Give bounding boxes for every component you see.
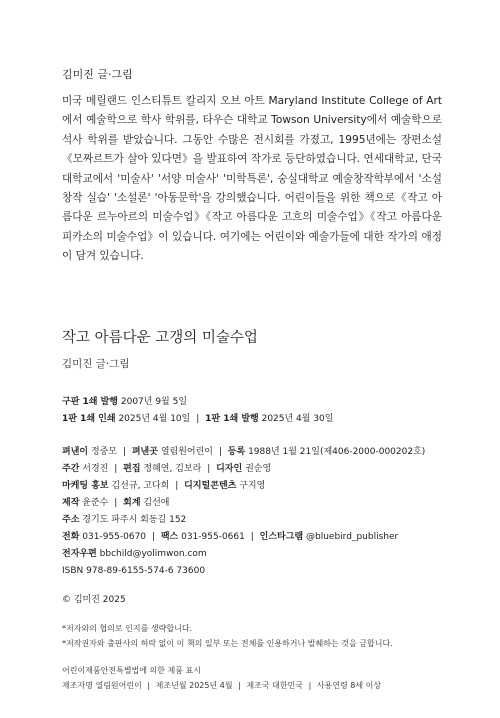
old-edition-line: 구판 1쇄 발행 2007년 9월 5일 (62, 397, 188, 407)
book-title: 작고 아름다운 고갱의 미술수업 (62, 330, 258, 346)
colophon (62, 326, 462, 693)
note-2: *저작권자와 출판사의 허락 없이 이 책의 일부 또는 전체를 인용하거나 발췌하는 것을 금합니다. (62, 639, 393, 648)
safety-title: 어린이제품안전특별법에 의한 제품 표시 (62, 666, 202, 675)
bio-paragraph: 미국 메릴랜드 인스티튜트 칼리지 오브 아트 Maryland Institute College of Art에서 예술학으로 학사 학위를, 타우슨 대학교 Towson University에서 예술학으로 석사 학위를 받았습니다. 그동안 수많은 전시회를 가졌고, 1995년에는 장편소설《모짜르트가 살아 있다면》을 발표하여 작가로 등단하였습니다. 연세대학교, 단국대학교에서 '미술사' '서양 미술사' '미학특론', 숭실대학교 예술창작학부에서 '소설창작 실습' '소설론' '아동문학'을 강의했습니다. 어린이들을 위한 책으로《작고 아름다운 르누아르의 미술수업》《작고 아름다운 고흐의 미술수업》《작고 아름다운 피카소의 미술수업》이 있습니다. 여기에는 어린이와 예술가들에 대한 작가의 애정이 담겨 있습니다. (62, 95, 442, 263)
bio-heading: 김미진 글·그림 (62, 68, 133, 81)
author-bio (62, 66, 442, 267)
credits (62, 444, 462, 580)
publisher-line: 펴낸이 정중모 | 펴낸곳 열림원어린이 | 등록 1988년 1월 21일(제406-2000-000202호) (62, 447, 426, 457)
editorial-line: 주간 서경진 | 편집 정혜연, 김보라 | 디자인 권순영 (62, 464, 272, 474)
isbn-line: ISBN 978-89-6155-574-6 73600 (62, 566, 206, 576)
book-author: 김미진 글·그림 (62, 358, 130, 370)
safety-details: 제조자명 열림원어린이 | 제조년월 2025년 4월 | 제조국 대한민국 | 사용연령 8세 이상 (62, 681, 382, 690)
email-line: 전자우편 bbchild@yolimwon.com (62, 549, 207, 559)
note-1: *저자와의 협의로 인지를 생략합니다. (62, 624, 193, 633)
safety-label (62, 663, 462, 693)
new-edition-line: 1판 1쇄 인쇄 2025년 4월 10일 | 1판 1쇄 발행 2025년 4월 30일 (62, 414, 334, 424)
contact-line: 전화 031-955-0670 | 팩스 031-955-0661 | 인스타그램 @bluebird_publisher (62, 532, 399, 542)
address-line: 주소 경기도 파주시 회동길 152 (62, 515, 187, 525)
marketing-line: 마케팅 홍보 김선규, 고다희 | 디지털콘텐츠 구지영 (62, 481, 266, 491)
legal-notes (62, 621, 462, 651)
edition-info (62, 394, 462, 428)
copyright-notice: © 김미진 2025 (62, 595, 126, 605)
production-line: 제작 윤준수 | 회계 김선애 (62, 498, 170, 508)
